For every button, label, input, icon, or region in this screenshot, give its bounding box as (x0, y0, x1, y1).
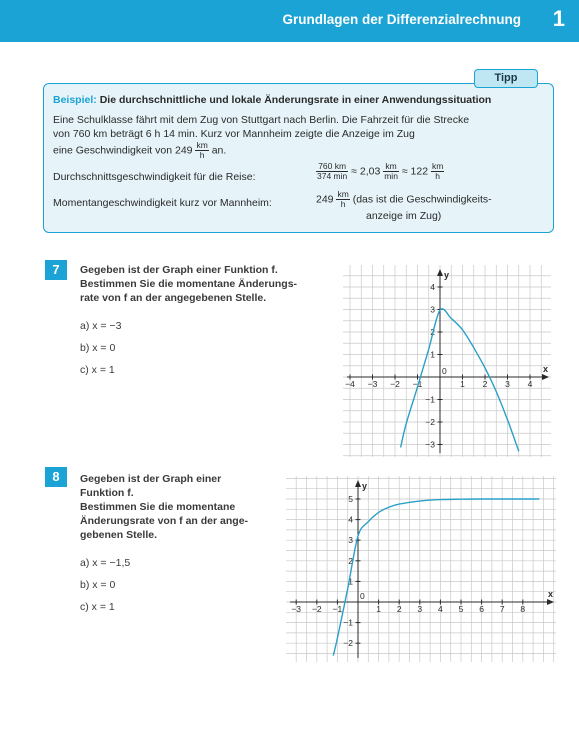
graph7-x-tick-label: −3 (367, 379, 378, 389)
graph8-y-tick-label: 4 (348, 514, 353, 525)
example-line-2: von 760 km beträgt 6 h 14 min. Kurz vor Mannheim zeigte die Anzeige im Zug (53, 128, 415, 140)
graph8-x-tick-label: 0 (360, 591, 365, 601)
avg-speed-label: Durchschnittsgeschwindigkeit für die Reise: (53, 171, 256, 183)
example-heading (53, 93, 491, 107)
task-8-item-b: b) x = 0 (80, 579, 116, 591)
graph7-x-tick-label: 0 (442, 366, 447, 376)
graph7-y-tick-label: 4 (430, 282, 435, 292)
graph8-y-tick-label: 5 (348, 494, 353, 504)
graph8-function-curve (333, 499, 539, 656)
graph8-x-axis-label: x (548, 589, 554, 599)
graph8-x-tick-label: 7 (499, 604, 505, 614)
task-7-item-b: b) x = 0 (80, 342, 116, 354)
graph7-x-tick-label: 4 (527, 379, 533, 389)
graph7-y-axis-arrow (437, 269, 443, 276)
graph8-y-tick-label: 2 (348, 555, 353, 566)
graph8-x-tick-label: 1 (376, 604, 381, 614)
graph7-y-tick-label: −2 (425, 417, 435, 427)
example-line-3: eine Geschwindigkeit von 249 $\frac{km}{h}$ an. (53, 140, 227, 160)
graph7-x-axis-arrow (542, 374, 549, 380)
graph7-x-axis-label: x (543, 364, 549, 374)
graph7-x-tick-label: 1 (460, 379, 465, 389)
graph8-x-tick-label: 2 (396, 604, 402, 614)
task-7-number: 7 (45, 260, 67, 280)
graph7-x-tick-label: −2 (390, 379, 400, 389)
graph8-y-tick-label: 3 (348, 535, 353, 546)
graph7-y-axis-label: y (444, 270, 450, 280)
tip-box (43, 83, 554, 233)
inst-speed-label: Momentangeschwindigkeit kurz vor Mannheim: (53, 197, 272, 209)
graph8-x-axis-arrow (547, 599, 554, 605)
inst-speed-note: anzeige im Zug) (366, 210, 442, 222)
graph8-x-tick-label: 8 (520, 604, 526, 614)
task-7-item-a: a) x = −3 (80, 320, 122, 332)
speed-unit-fraction: $\frac{km}{h}$ (196, 140, 208, 160)
graph8-y-tick-label: −2 (343, 638, 353, 649)
inst-speed-value: 249 $\frac{km}{h}$ (das ist die Geschwindigkeits- (316, 189, 492, 209)
graph7-y-tick-label: −3 (425, 439, 435, 450)
task-8-graph (286, 476, 556, 662)
task-7-text: Gegeben ist der Graph einer Funktion f. Bestimmen Sie die momentane Änderungs- rate von f an der angegebenen Stelle. (80, 264, 298, 304)
graph8-x-tick-label: −2 (311, 604, 322, 614)
task-8-number: 8 (45, 467, 67, 487)
graph8-x-tick-label: −1 (332, 604, 343, 614)
graph8-y-tick-label: −1 (343, 617, 353, 628)
graph7-y-tick-label: 1 (430, 349, 435, 360)
task-7-graph (343, 265, 551, 457)
graph7-y-tick-label: −1 (425, 394, 435, 405)
graph7-y-tick-label: 3 (430, 304, 435, 315)
graph8-x-tick-label: −3 (291, 604, 302, 614)
task-8-text: Gegeben ist der Graph einer Funktion f. Bestimmen Sie die momentane Änderungsrate von f an der ange- gebenen Stelle. (80, 473, 249, 541)
example-title: Die durchschnittliche und lokale Änderungsrate in einer Anwendungssituation (99, 94, 492, 106)
graph7-x-tick-label: 2 (482, 379, 488, 389)
graph8-x-tick-label: 5 (458, 604, 464, 614)
graph8-x-tick-label: 6 (479, 604, 484, 614)
avg-speed-formula: $\frac{760 km}{374 \min}$ ≈ 2,03 $\frac{km}{\min}$ ≈ 122 $\frac{km}{h}$ (317, 161, 444, 181)
tip-badge: Tipp (474, 69, 538, 88)
task-8-item-a: a) x = −1,5 (80, 557, 131, 569)
chapter-number: 1 (552, 6, 565, 31)
example-label: Beispiel: (53, 94, 97, 106)
graph7-y-tick-label: 2 (430, 327, 435, 337)
graph8-x-tick-label: 4 (438, 604, 443, 614)
graph7-x-tick-label: 3 (505, 379, 510, 389)
graph8-y-axis-arrow (355, 480, 361, 487)
page-header (0, 0, 579, 42)
task-8-item-c: c) x = 1 (80, 601, 115, 613)
example-line-1: Eine Schulklasse fährt mit dem Zug von Stuttgart nach Berlin. Die Fahrzeit für die Strecke (53, 114, 470, 126)
task-7-item-c: c) x = 1 (80, 364, 115, 376)
graph7-x-tick-label: −4 (345, 379, 355, 389)
graph7-x-tick-label: −1 (412, 379, 423, 389)
graph8-x-tick-label: 3 (417, 604, 423, 614)
graph8-y-tick-label: 1 (348, 576, 353, 587)
graph8-y-axis-label: y (362, 481, 368, 491)
chapter-title: Grundlagen der Differenzialrechnung (282, 12, 521, 27)
